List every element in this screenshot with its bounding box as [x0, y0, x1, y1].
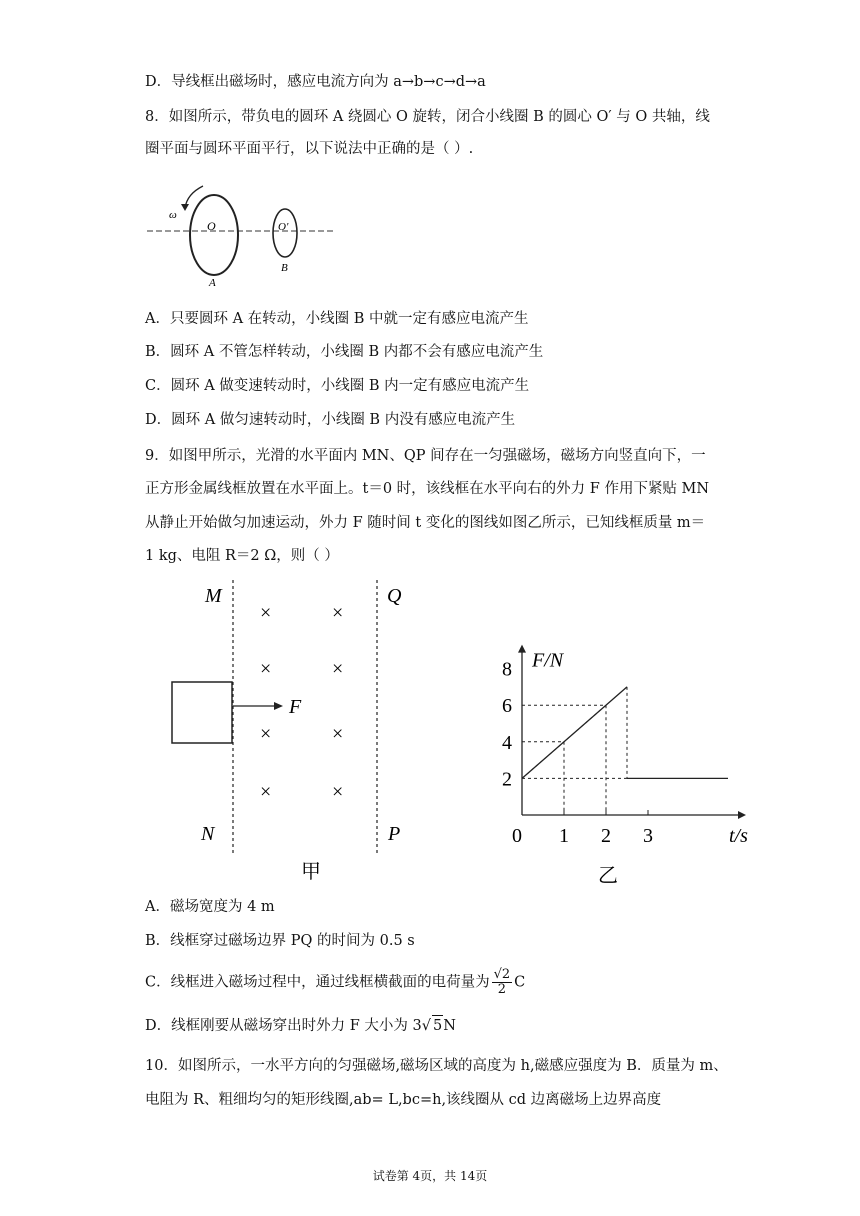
cross-mark: ×: [260, 781, 272, 803]
q9-option-d: [145, 1015, 456, 1036]
q-label: Q: [387, 585, 402, 607]
square-loop: [172, 682, 232, 743]
q9-option-a: A．磁场宽度为 4 m: [145, 899, 275, 915]
y-tick-label: 6: [502, 695, 512, 718]
fraction-numerator: √2: [493, 967, 511, 982]
q8-b-label: B: [281, 262, 288, 274]
q8-arrow-head: [181, 204, 189, 211]
q8-option-b: B．圆环 A 不管怎样转动，小线圈 B 内都不会有感应电流产生: [145, 344, 544, 360]
q8-omega-label: ω: [169, 209, 177, 221]
cross-mark: ×: [332, 658, 344, 680]
q9-option-c-unit: C: [514, 974, 526, 991]
q9-option-d-unit: N: [443, 1018, 456, 1034]
q9-option-c-text: C．线框进入磁场过程中，通过线框横截面的电荷量为: [145, 974, 490, 991]
caption-yi: 乙: [598, 865, 618, 887]
q8-option-a: A．只要圆环 A 在转动，小线圈 B 中就一定有感应电流产生: [145, 311, 529, 327]
x-tick-label: 3: [643, 825, 653, 847]
q8-stem-line2: 圈平面与圆环平面平行，以下说法中正确的是（ ）.: [145, 141, 474, 157]
cross-mark: ×: [332, 602, 344, 624]
y-tick-label: 2: [502, 768, 512, 791]
x-axis-arrow: [738, 811, 746, 819]
q9-stem-line4: 1 kg、电阻 R＝2 Ω，则（ ）: [145, 548, 339, 564]
sqrt-sign: √: [421, 1018, 431, 1034]
y-tick-label: 8: [502, 658, 512, 681]
x-tick-label: 0: [512, 825, 522, 847]
x-tick-label: 1: [559, 825, 569, 847]
q8-option-c: C．圆环 A 做变速转动时，小线圈 B 内一定有感应电流产生: [145, 378, 530, 394]
q9-option-d-text: D．线框刚要从磁场穿出时外力 F 大小为 3: [145, 1018, 422, 1034]
q10-stem-line1: 10．如图所示，一水平方向的匀强磁场,磁场区域的高度为 h,磁感应强度为 B．质量为 m、: [145, 1058, 728, 1074]
caption-jia: 甲: [301, 861, 321, 883]
q9-option-c: [145, 968, 525, 997]
q8-o-prime-label: O': [278, 221, 289, 233]
q7-option-d: D．导线框出磁场时，感应电流方向为 a→b→c→d→a: [145, 74, 486, 90]
x-axis-label: t/s: [729, 825, 748, 847]
cross-mark: ×: [260, 602, 272, 624]
p-label: P: [388, 823, 401, 845]
q9-figure-yi: [490, 635, 748, 890]
cross-mark: ×: [260, 658, 272, 680]
y-axis-arrow: [518, 645, 526, 653]
q9-figure-jia: [190, 580, 430, 885]
cross-mark: ×: [332, 781, 344, 803]
page-footer: 试卷第 4页，共 14页: [372, 1169, 488, 1183]
m-label: M: [205, 585, 222, 607]
q8-stem-line1: 8．如图所示，带负电的圆环 A 绕圆心 O 旋转，闭合小线圈 B 的圆心 O′ 与 O 共轴，线: [145, 109, 710, 125]
q8-figure: [145, 178, 335, 290]
q9-stem-line2: 正方形金属线框放置在水平面上。t＝0 时，该线框在水平向右的外力 F 作用下紧贴 MN: [145, 481, 710, 497]
q9-option-c-fraction: [492, 968, 513, 997]
fraction-denominator: 2: [497, 982, 507, 997]
q8-a-label: A: [209, 277, 216, 289]
q9-option-b: B．线框穿过磁场边界 PQ 的时间为 0.5 s: [145, 933, 415, 949]
q8-o-label: O: [207, 219, 216, 233]
force-arrow-head: [274, 702, 283, 710]
q9-stem-line1: 9．如图甲所示，光滑的水平面内 MN、QP 间存在一匀强磁场，磁场方向竖直向下，一: [145, 448, 706, 464]
q9-stem-line3: 从静止开始做匀加速运动，外力 F 随时间 t 变化的图线如图乙所示，已知线框质量 m＝: [145, 515, 706, 531]
n-label: N: [201, 823, 215, 845]
q8-option-d: D．圆环 A 做匀速转动时，小线圈 B 内没有感应电流产生: [145, 412, 516, 428]
sqrt-radicand: 5: [432, 1015, 443, 1036]
series-line: [522, 687, 627, 779]
q8-ring-a: [190, 195, 238, 275]
x-tick-label: 2: [601, 825, 611, 847]
y-tick-label: 4: [502, 731, 512, 754]
cross-mark: ×: [332, 723, 344, 745]
f-label: F: [289, 696, 302, 718]
cross-mark: ×: [260, 723, 272, 745]
q8-coil-b: [273, 209, 297, 257]
q10-stem-line2: 电阻为 R、粗细均匀的矩形线圈,ab= L,bc=h,该线圈从 cd 边离磁场上边界高度: [145, 1092, 662, 1108]
y-axis-label: F/N: [532, 649, 564, 672]
